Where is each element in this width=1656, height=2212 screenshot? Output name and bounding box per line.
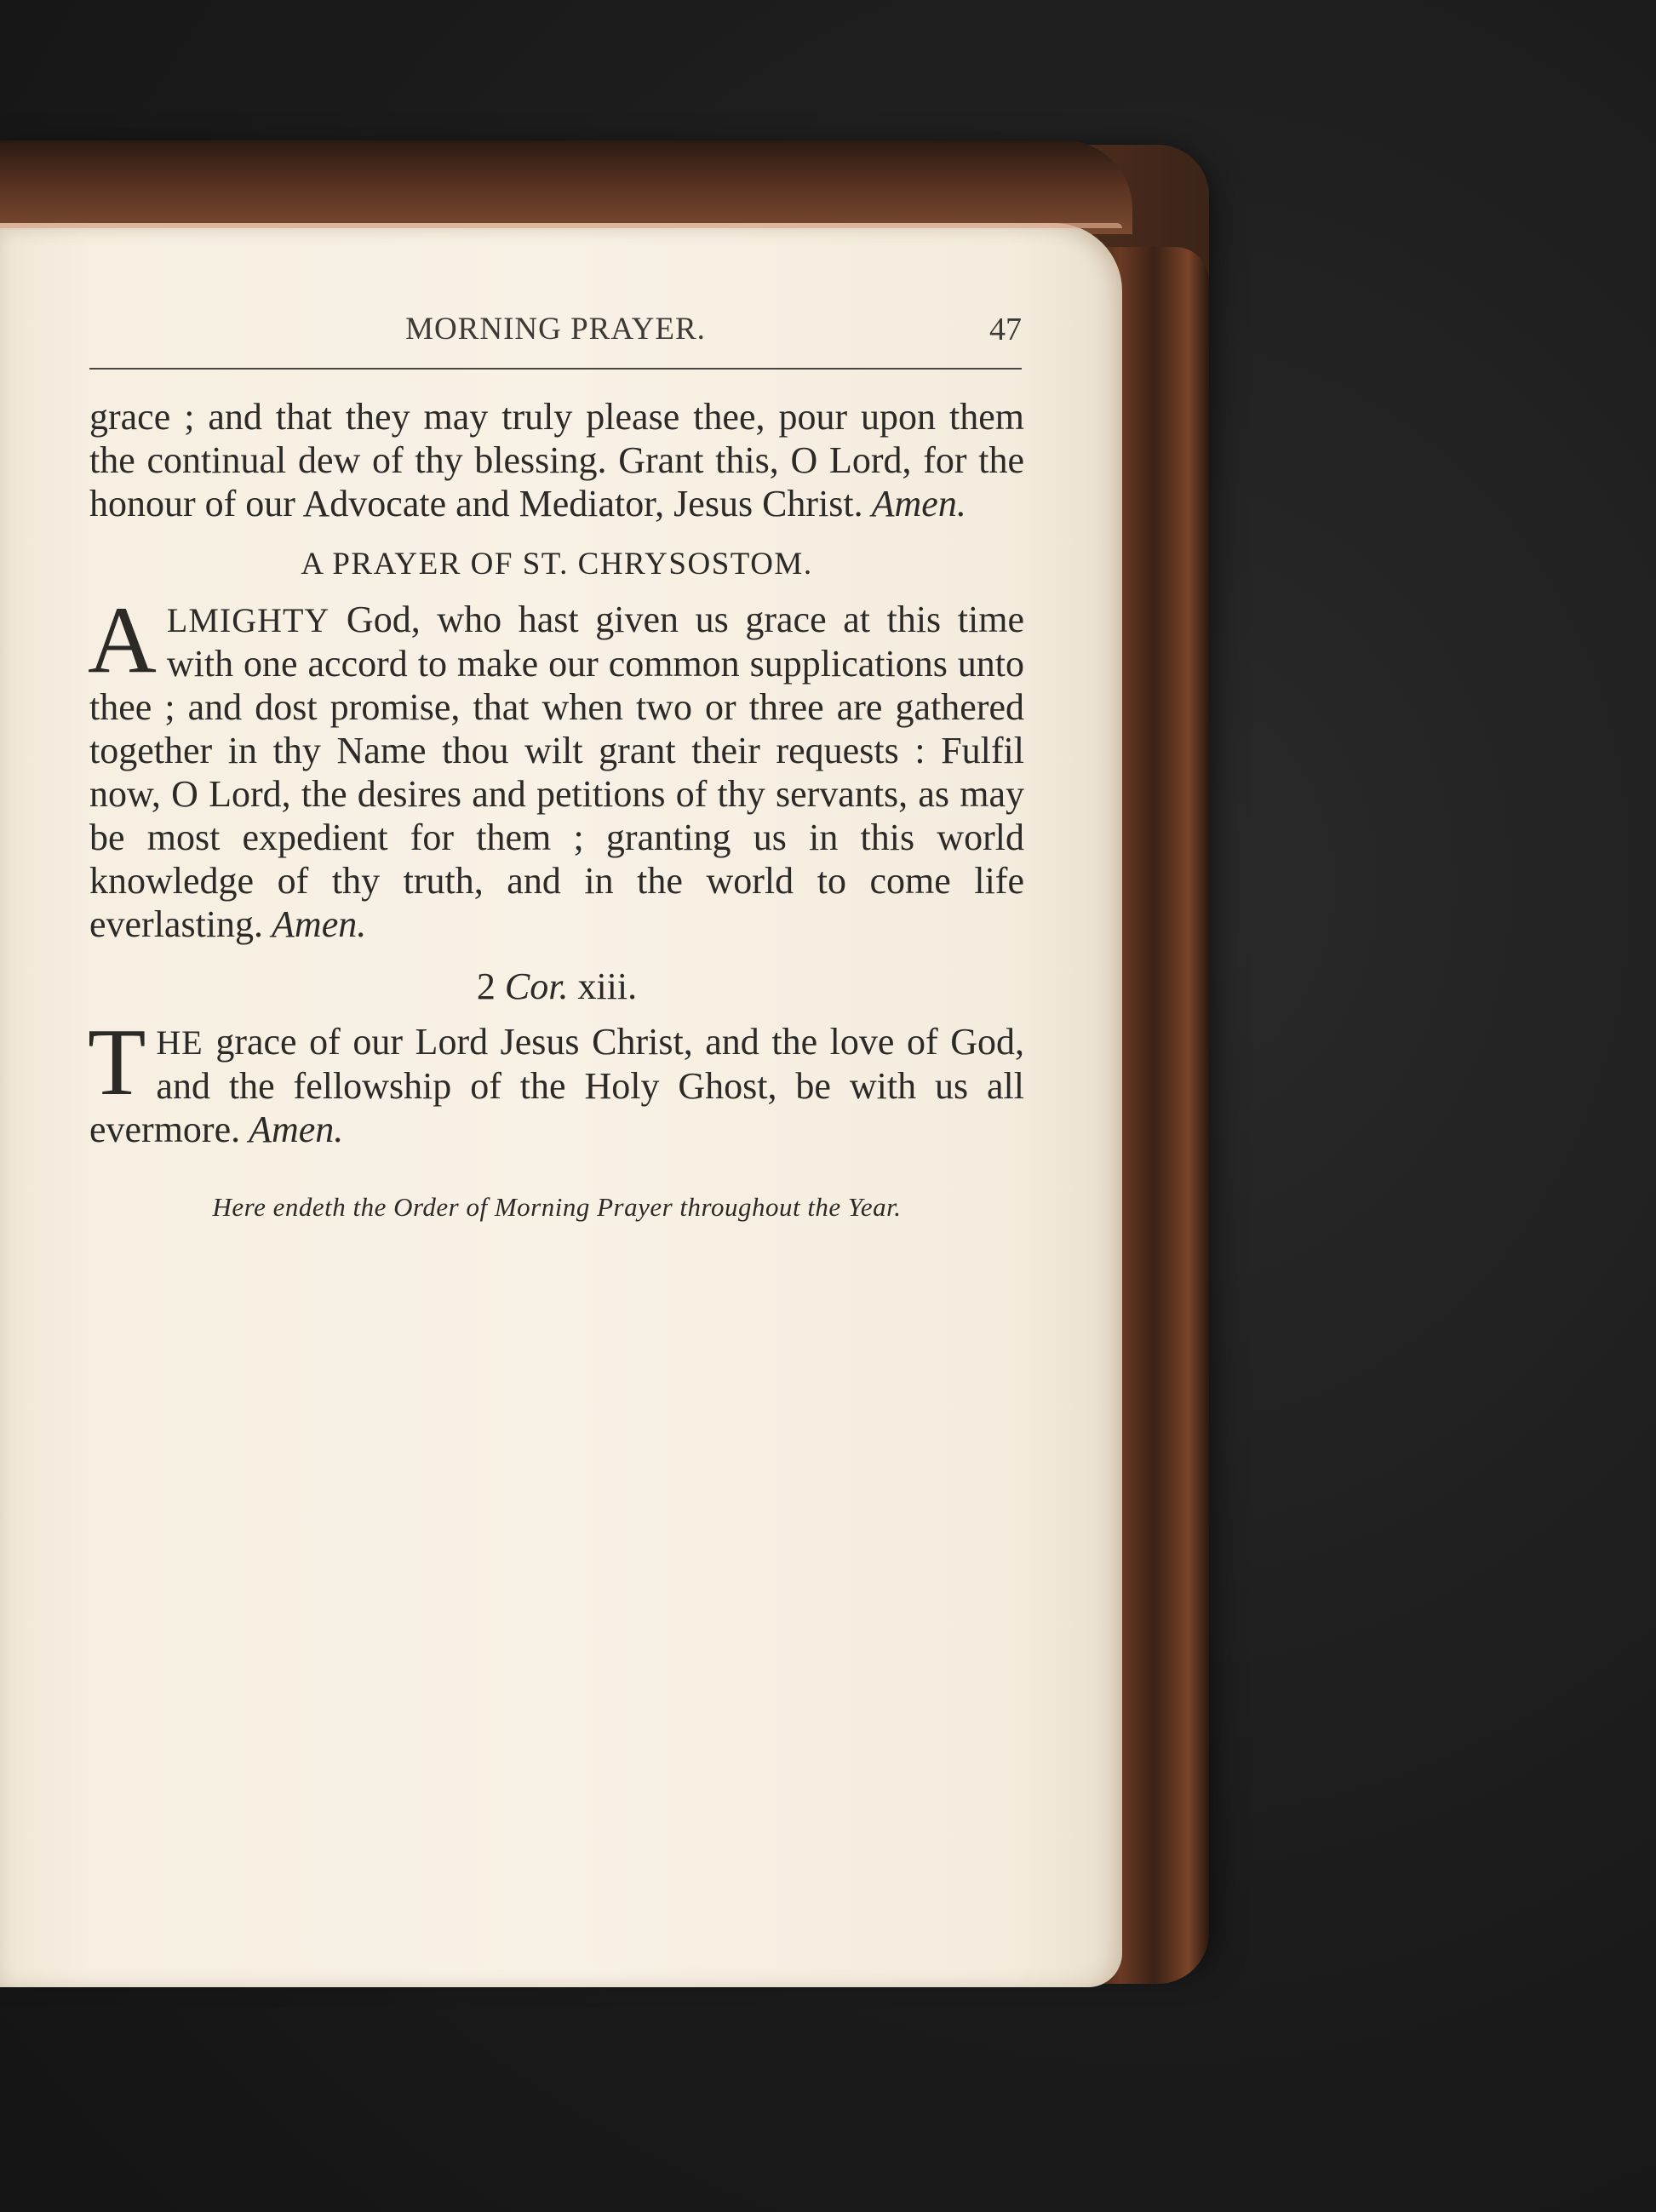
running-title: MORNING PRAYER. — [405, 312, 706, 347]
colophon: Here endeth the Order of Morning Prayer throughout the Year. — [212, 1192, 902, 1222]
scripture-citation — [89, 965, 1024, 1008]
chrysostom-prayer — [88, 587, 1024, 946]
grace-amen: Amen. — [249, 1109, 344, 1150]
grace-lead-word: HE — [156, 1023, 203, 1062]
citation-book: Cor. — [504, 966, 569, 1007]
continuation-paragraph — [89, 395, 1024, 525]
prayer-amen: Amen. — [272, 903, 367, 945]
prayer-dropcap: A — [88, 587, 157, 693]
grace-paragraph — [88, 1010, 1024, 1151]
page-number: 47 — [989, 312, 1022, 347]
page-body — [89, 395, 1024, 1229]
prayer-heading: A PRAYER OF ST. CHRYSOSTOM. — [301, 547, 813, 582]
page-header — [89, 311, 1022, 353]
prayer-text: God, who hast given us grace at this time with one accord to make our common supplications unto thee ; and dost promise, that when two or three are gathered together in thy Name thou wilt grant their requests : Fulfil now, O Lord, the desires and petitions of thy servants, as may be most expedient for them ; granting us in this world knowledge of thy truth, and in the world to come life everlasting. — [89, 599, 1024, 945]
continuation-amen: Amen. — [871, 483, 966, 524]
book-cover-top-edge — [0, 140, 1132, 234]
prayer-lead-word: LMIGHTY — [166, 601, 330, 639]
page-top-edge — [0, 223, 1122, 228]
grace-text: grace of our Lord Jesus Christ, and the love of God, and the fellowship of the Holy Ghost, be with us all evermore. — [89, 1021, 1024, 1150]
continuation-text: grace ; and that they may truly please thee, pour upon them the continual dew of thy blessing. Grant this, O Lord, for the honour of our Advocate and Mediator, Jesus Christ. — [89, 396, 1024, 524]
citation-chapter: xiii. — [577, 966, 638, 1007]
header-rule — [89, 368, 1022, 370]
citation-number: 2 — [476, 966, 496, 1007]
grace-dropcap: T — [88, 1010, 146, 1115]
